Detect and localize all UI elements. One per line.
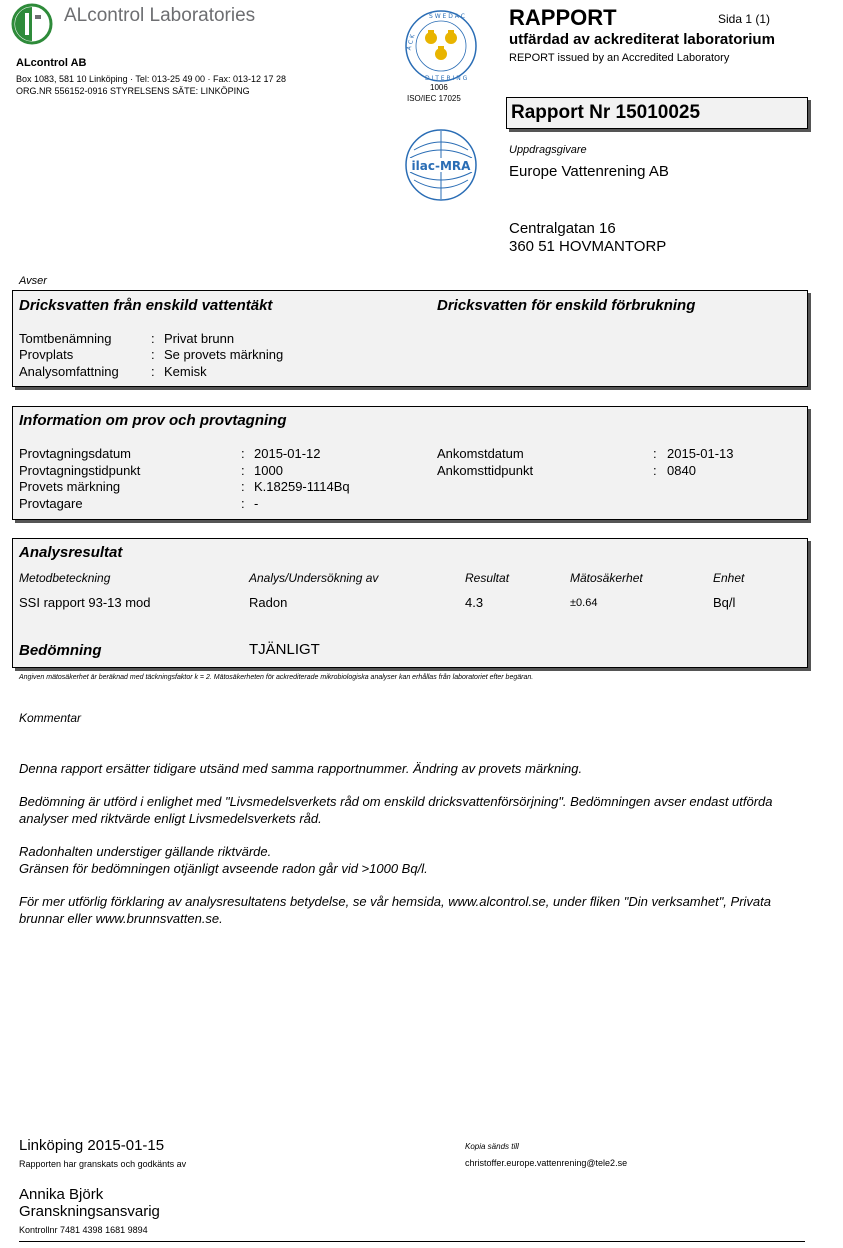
avser-row-value: Kemisk xyxy=(164,364,207,379)
ilac-text: ilac-MRA xyxy=(411,159,471,173)
footer-divider xyxy=(19,1241,805,1242)
avser-row-value: Privat brunn xyxy=(164,331,235,346)
info-left-label: Provtagare xyxy=(19,496,83,511)
copy-email: christoffer.europe.vattenrening@tele2.se xyxy=(465,1158,628,1168)
results-footnote: Angiven mätosäkerhet är beräknad med täckningsfaktor k = 2. Mätosäkerheten för ackrediterade mikrobiologiska analyser kan erhållas från laboratoriet efter begäran. xyxy=(19,674,534,681)
control-number: Kontrollnr 7481 4398 1681 9894 xyxy=(19,1225,148,1235)
client-street: Centralgatan 16 xyxy=(509,220,616,237)
signer-name: Annika Björk xyxy=(19,1186,104,1203)
swedac-number: 1006 xyxy=(430,83,448,92)
results-cell-analysis: Radon xyxy=(249,595,288,610)
results-header-result: Resultat xyxy=(465,571,510,585)
results-cell-method: SSI rapport 93-13 mod xyxy=(19,595,151,610)
info-right-label: Ankomsttidpunkt xyxy=(437,463,534,478)
avser-title-left: Dricksvatten från enskild vattentäkt xyxy=(19,297,273,314)
svg-text:A C K: A C K xyxy=(405,33,417,51)
swedac-standard: ISO/IEC 17025 xyxy=(407,94,461,103)
info-right-sep: : xyxy=(653,446,657,461)
results-box xyxy=(12,538,808,668)
copy-label: Kopia sänds till xyxy=(465,1142,519,1151)
comment-paragraph: Radonhalten understiger gällande riktvärde. Gränsen för bedömningen otjänligt avseende radon går vid >1000 Bq/l. xyxy=(19,844,428,876)
reviewed-note: Rapporten har granskats och godkänts av xyxy=(19,1159,187,1169)
avser-title-right: Dricksvatten för enskild förbrukning xyxy=(437,297,696,314)
results-header-uncertainty: Mätosäkerhet xyxy=(570,571,643,585)
company-logo-text: ALcontrol Laboratories xyxy=(64,5,256,26)
results-cell-uncertainty: ±0.64 xyxy=(570,597,598,609)
company-name: ALcontrol AB xyxy=(16,57,87,69)
client-label: Uppdragsgivare xyxy=(509,144,587,156)
info-right-sep: : xyxy=(653,463,657,478)
assessment-value: TJÄNLIGT xyxy=(249,641,320,658)
info-right-value: 2015-01-13 xyxy=(667,446,734,461)
avser-row-label: Analysomfattning xyxy=(19,364,119,379)
report-subtitle-en: REPORT issued by an Accredited Laboratory xyxy=(509,52,730,64)
company-address: Box 1083, 581 10 Linköping · Tel: 013-25 49 00 · Fax: 013-12 17 28 xyxy=(16,74,287,84)
results-title: Analysresultat xyxy=(19,544,123,561)
company-org-number: ORG.NR 556152-0916 STYRELSENS SÄTE: LINKÖPING xyxy=(16,86,250,96)
info-left-sep: : xyxy=(241,479,245,494)
report-number-box xyxy=(506,97,808,129)
results-cell-result: 4.3 xyxy=(465,595,484,610)
page-indicator: Sida 1 (1) xyxy=(718,12,771,26)
info-left-sep: : xyxy=(241,446,245,461)
comment-paragraph: Bedömning är utförd i enlighet med "Livsmedelsverkets råd om enskild dricksvattenförsörjning". Bedömningen avser endast utförda analyser med riktvärde enligt Livsmedelsverkets råd. xyxy=(19,794,773,826)
svg-text:S W E D A C: S W E D A C xyxy=(429,13,465,20)
client-name: Europe Vattenrening AB xyxy=(509,163,669,180)
info-left-sep: : xyxy=(241,496,245,511)
avser-row-label: Provplats xyxy=(19,347,74,362)
report-subtitle-sv: utfärdad av ackrediterat laboratorium xyxy=(509,31,775,48)
place-date: Linköping 2015-01-15 xyxy=(19,1137,165,1154)
client-city: 360 51 HOVMANTORP xyxy=(509,238,667,255)
assessment-label: Bedömning xyxy=(19,642,102,659)
results-header-analysis: Analys/Undersökning av xyxy=(249,571,379,585)
avser-row-sep: : xyxy=(151,347,155,362)
info-right-label: Ankomstdatum xyxy=(437,446,524,461)
results-cell-unit: Bq/l xyxy=(713,595,736,610)
avser-row-value: Se provets märkning xyxy=(164,347,284,362)
sample-info-box xyxy=(12,406,808,520)
info-left-value: K.18259-1114Bq xyxy=(254,479,350,494)
report-title: RAPPORT xyxy=(509,5,617,30)
signer-role: Granskningsansvarig xyxy=(19,1203,160,1220)
avser-box xyxy=(12,290,808,387)
svg-text:D I T E R I N G: D I T E R I N G xyxy=(425,75,468,82)
comment-label: Kommentar xyxy=(19,711,82,725)
avser-label: Avser xyxy=(19,275,47,287)
comment-paragraph: För mer utförlig förklaring av analysresultatens betydelse, se vår hemsida, www.alcontrol.se, under fliken "Din verksamhet", Privata brunnar eller www.brunnsvatten.se. xyxy=(19,894,771,926)
info-left-label: Provtagningsdatum xyxy=(19,446,132,461)
swedac-seal-icon xyxy=(403,8,479,84)
alcontrol-logo-icon xyxy=(11,3,53,45)
avser-row-label: Tomtbenämning xyxy=(19,331,112,346)
sample-info-title: Information om prov och provtagning xyxy=(19,412,287,429)
info-left-label: Provets märkning xyxy=(19,479,121,494)
comment-body xyxy=(19,760,809,943)
info-left-value: 2015-01-12 xyxy=(254,446,321,461)
avser-row-sep: : xyxy=(151,331,155,346)
results-header-method: Metodbeteckning xyxy=(19,571,111,585)
report-number: Rapport Nr 15010025 xyxy=(511,102,701,123)
comment-paragraph: Denna rapport ersätter tidigare utsänd med samma rapportnummer. Ändring av provets märkning. xyxy=(19,761,583,776)
info-left-value: - xyxy=(254,496,259,511)
ilac-mra-seal-icon xyxy=(404,128,478,202)
avser-row-sep: : xyxy=(151,364,155,379)
info-left-value: 1000 xyxy=(254,463,283,478)
info-left-sep: : xyxy=(241,463,245,478)
info-right-value: 0840 xyxy=(667,463,696,478)
info-left-label: Provtagningstidpunkt xyxy=(19,463,141,478)
results-header-unit: Enhet xyxy=(713,571,745,585)
